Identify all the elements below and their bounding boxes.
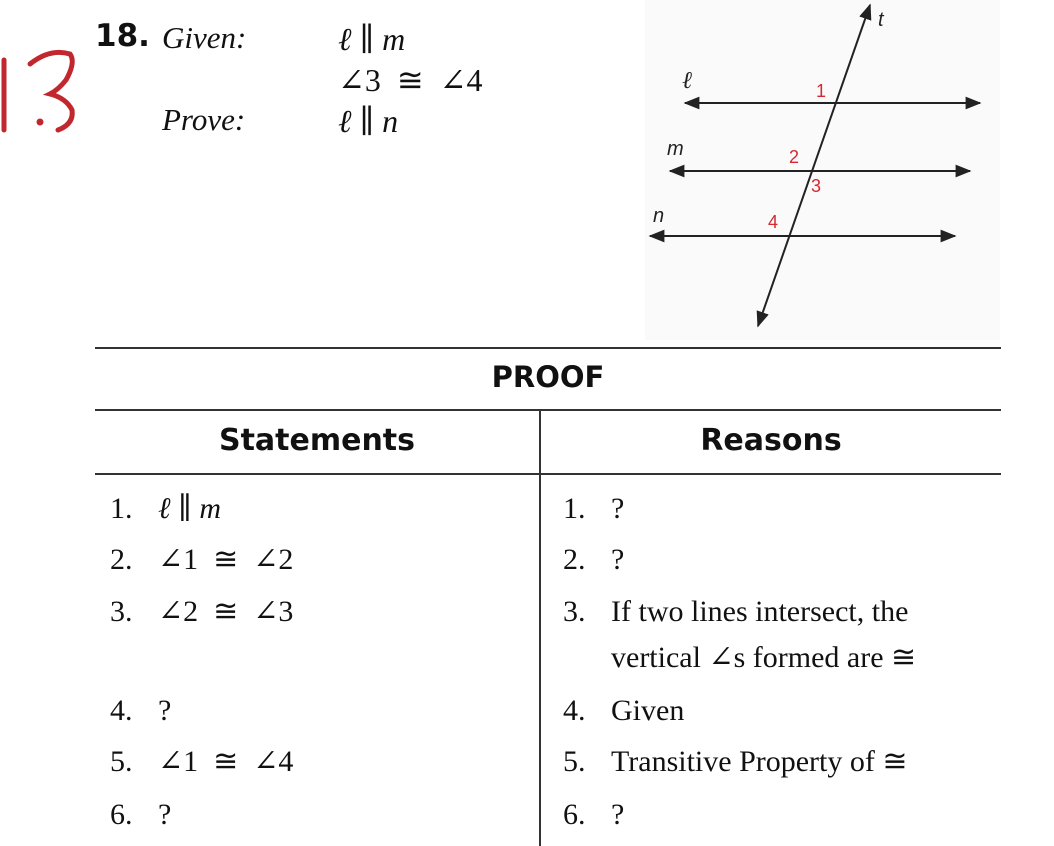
prove-statement: ℓ ∥ n xyxy=(338,103,399,139)
reason-row-3-continued: vertical ∠s formed are ≅ xyxy=(611,641,917,674)
reason-text: ? xyxy=(611,798,625,831)
proof-title: PROOF xyxy=(491,360,605,394)
angle-label-1: 1 xyxy=(816,81,827,101)
row-number: 6. xyxy=(110,798,133,831)
row-number: 2. xyxy=(563,543,586,576)
angle-label-2: 2 xyxy=(789,147,800,167)
line-label-l: ℓ xyxy=(682,68,692,94)
statement-row-3 xyxy=(110,589,293,635)
problem-number: 18. xyxy=(95,18,150,54)
reason-text: If two lines intersect, the xyxy=(611,595,909,628)
line-label-m: m xyxy=(667,138,684,160)
reason-text: Transitive Property of ≅ xyxy=(611,745,908,778)
reason-row-2 xyxy=(563,537,624,583)
row-number: 5. xyxy=(563,745,586,778)
prove-label: Prove: xyxy=(162,102,246,137)
reason-row-1 xyxy=(563,486,624,532)
table-top-rule xyxy=(95,347,1001,349)
statement-text: ? xyxy=(158,798,172,831)
given-statement-1: ℓ ∥ m xyxy=(338,21,406,57)
reasons-header: Reasons xyxy=(700,423,842,458)
reason-row-5 xyxy=(563,739,908,785)
given-statement-2: ∠3 ≅ ∠4 xyxy=(338,62,483,98)
row-number: 6. xyxy=(563,798,586,831)
parallel-lines-figure xyxy=(645,0,1000,340)
angle-label-3: 3 xyxy=(811,176,822,196)
reason-row-4 xyxy=(563,688,684,734)
column-divider xyxy=(539,410,541,846)
reason-text: ? xyxy=(611,543,625,576)
statement-text: ? xyxy=(158,694,172,727)
row-number: 4. xyxy=(563,694,586,727)
reason-text: ? xyxy=(611,492,625,525)
statements-header: Statements xyxy=(218,423,416,458)
row-number: 1. xyxy=(110,492,133,525)
statement-text: ℓ ∥ m xyxy=(158,492,222,525)
transversal-label: t xyxy=(878,9,884,31)
transversal-t xyxy=(758,5,870,326)
row-number: 4. xyxy=(110,694,133,727)
row-number: 1. xyxy=(563,492,586,525)
table-header-rule xyxy=(95,473,1001,475)
row-number: 5. xyxy=(110,745,133,778)
table-title-rule xyxy=(95,409,1001,411)
statement-row-2 xyxy=(110,537,293,583)
statement-text: ∠2 ≅ ∠3 xyxy=(158,595,294,628)
reason-row-6 xyxy=(563,792,624,838)
line-label-n: n xyxy=(653,205,665,227)
reason-text: Given xyxy=(611,694,685,727)
statement-row-6 xyxy=(110,792,171,838)
statement-row-5 xyxy=(110,739,293,785)
row-number: 3. xyxy=(563,595,586,628)
statement-text: ∠1 ≅ ∠2 xyxy=(158,543,294,576)
reason-row-3 xyxy=(563,589,908,635)
row-number: 3. xyxy=(110,595,133,628)
statement-row-4 xyxy=(110,688,171,734)
angle-label-4: 4 xyxy=(768,212,779,232)
statement-row-1 xyxy=(110,486,221,532)
given-label: Given: xyxy=(162,20,247,55)
statement-text: ∠1 ≅ ∠4 xyxy=(158,745,294,778)
row-number: 2. xyxy=(110,543,133,576)
handwritten-mark xyxy=(0,42,90,142)
